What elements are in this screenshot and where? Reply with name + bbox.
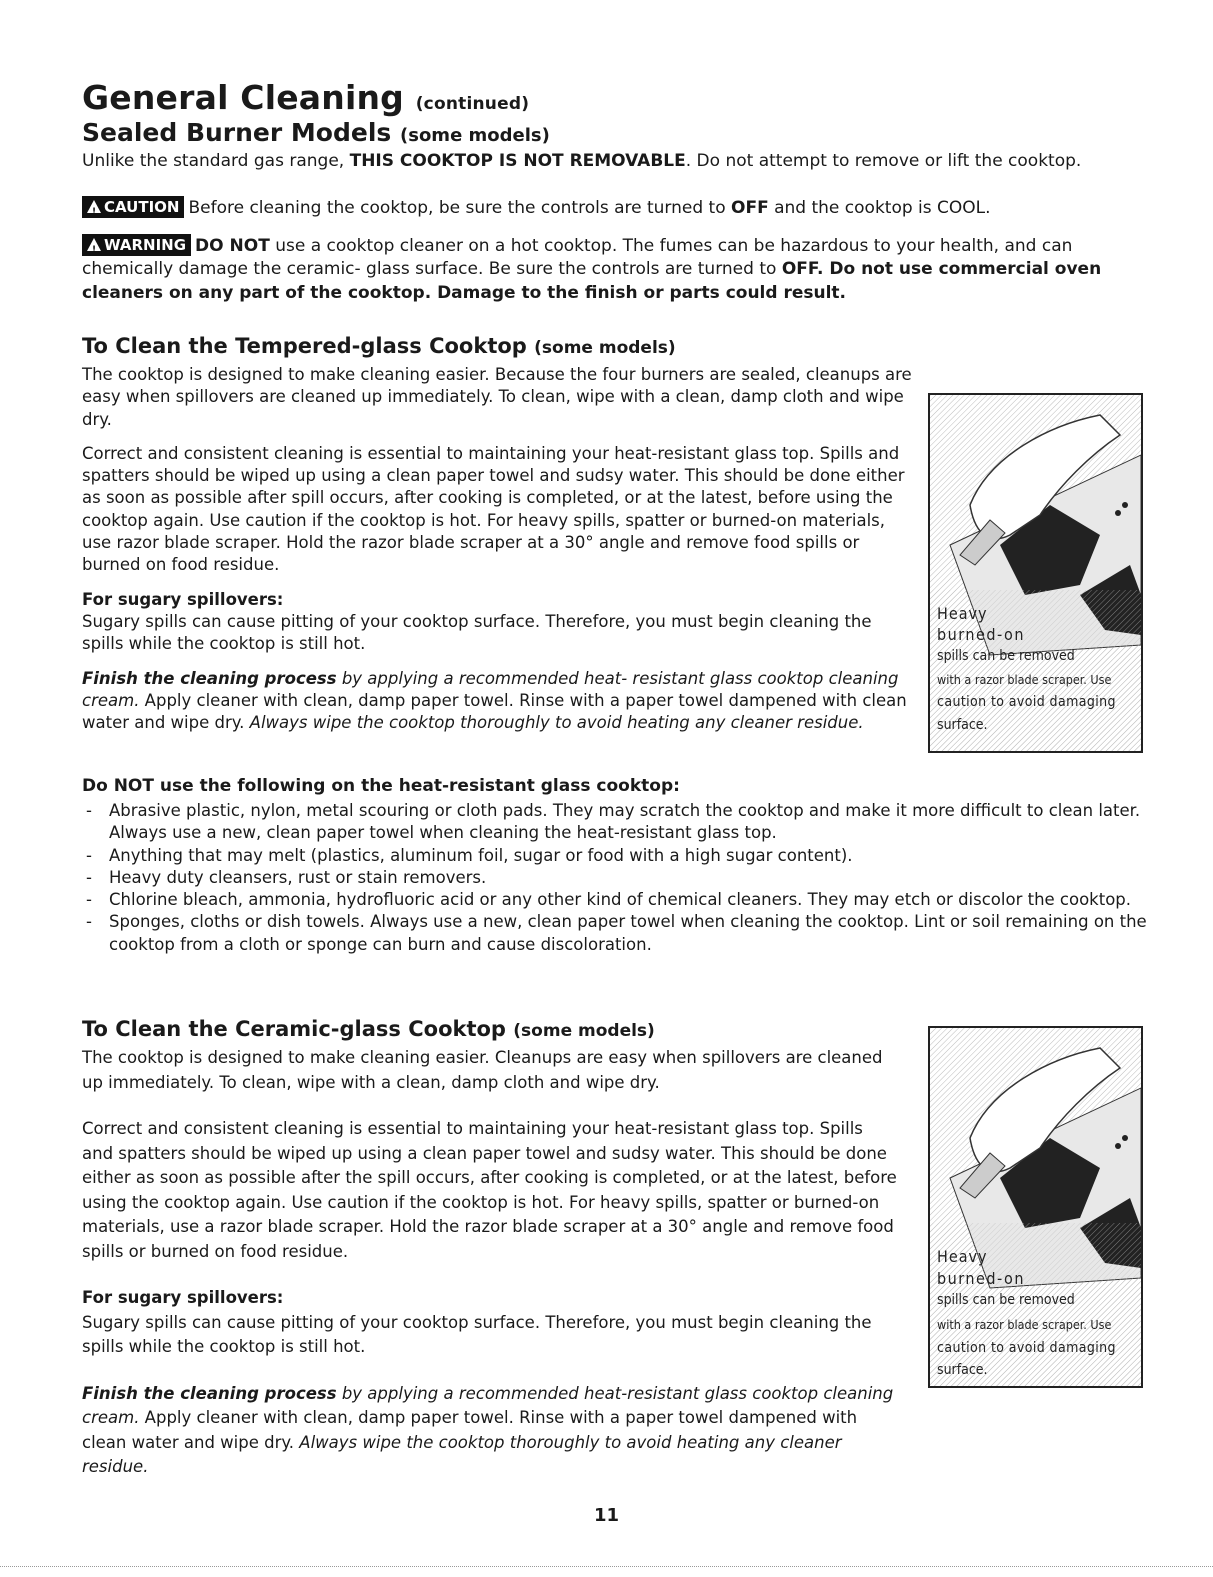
list-item [82,800,1152,845]
donot-heading: Do NOT use the following on the heat-resistant glass cooktop: [82,776,680,796]
warning-bold-2: OFF. [781,259,824,279]
tempered-finish-paragraph [82,668,912,735]
figure-caption-line: Heavy [937,604,988,623]
list-item-text: Anything that may melt (plastics, aluminum foil, sugar or food with a high sugar content). [109,845,853,865]
figure-caption-line: spills can be removed [937,1292,1075,1308]
bullet-dash: - [86,912,92,932]
finish-italic-2: Always wipe the cooktop thoroughly to avoid heating any cleaner residue. [82,1432,842,1476]
tempered-body [82,364,912,734]
bullet-dash: - [86,801,92,820]
alert-triangle-icon [87,200,101,213]
intro-bold: THIS COOKTOP IS NOT REMOVABLE [349,151,686,171]
ceramic-note: (some models) [513,1021,655,1041]
bullet-dash: - [86,890,92,910]
scraper-figure [928,393,1143,753]
list-item [82,911,1152,956]
tempered-heading [82,334,676,358]
tempered-sugary-heading: For sugary spillovers: [82,589,284,609]
caution-notice [82,196,991,219]
alert-triangle-icon [87,238,101,251]
list-item-text: Heavy duty cleansers, rust or stain removers. [109,867,487,887]
caution-label: CAUTION [104,198,180,216]
intro-text: Unlike the standard gas range, [82,151,350,171]
caution-bold: OFF [731,198,769,218]
ceramic-finish-paragraph [82,1382,897,1480]
list-item-text: Sponges, cloths or dish towels. Always use a new, clean paper towel when cleaning the cooktop. Lint or soil remaining on the cooktop from a cloth or sponge can burn and cause discoloration. [109,912,1147,954]
warning-bold: DO NOT [195,236,270,256]
page-title-text: General Cleaning [82,78,404,117]
ceramic-title: To Clean the Ceramic-glass Cooktop [82,1017,506,1041]
finish-bold: Finish the cleaning process [82,668,337,688]
intro-text-end: . Do not attempt to remove or lift the cooktop. [685,151,1082,171]
scraper-figure-2 [928,1026,1143,1388]
figure-caption-line: burned-on [937,1269,1025,1288]
finish-text: Apply cleaner with clean, damp paper towel. Rinse with a paper towel dampened with clean water and wipe dry. [82,690,907,733]
warning-line-3: cleaners on any part of the cooktop. Damage to the finish or parts could result. [82,283,847,303]
figure-caption-line: with a razor blade scraper. Use [937,1317,1112,1332]
sealed-burner-title: Sealed Burner Models [82,118,392,147]
sealed-burner-note: (some models) [400,125,550,146]
warning-text-2: chemically damage the ceramic- glass surface. Be sure the controls are turned to [82,259,782,279]
list-item [82,845,1152,867]
sealed-intro [82,150,1081,172]
figure-caption-line: caution to avoid damaging [937,694,1116,710]
figure-caption-line: Heavy [937,1247,988,1266]
finish-italic-2: Always wipe the cooktop thoroughly to avoid heating any cleaner residue. [249,713,864,733]
warning-bold-3: Do not use commercial oven [823,259,1102,279]
donot-list [82,800,1152,956]
figure-caption-line: with a razor blade scraper. Use [937,672,1112,687]
page-number: 11 [593,1505,620,1526]
figure-caption-line: surface. [937,717,988,733]
page-bottom-rule [0,1566,1213,1567]
list-item-text: Chlorine bleach, ammonia, hydrofluoric acid or any other kind of chemical cleaners. They may etch or discolor the cooktop. [109,890,1132,910]
figure-caption-line: spills can be removed [937,648,1075,664]
bullet-dash: - [86,845,92,865]
bullet-dash: - [86,867,92,887]
list-item [82,889,1152,911]
tempered-paragraph-2: Correct and consistent cleaning is essential to maintaining your heat-resistant glass top. Spills and spatters should be wiped up using a clean paper towel and sudsy water. This should be done either as soon as possible after spill occurs, after cooking is completed, or at the latest, before using the cooktop again. Use caution if the cooktop is hot. For heavy spills, spatter or burned-on materials, use razor blade scraper. Hold the razor blade scraper at a 30° angle and remove food spills or burned on food residue. [82,443,905,575]
ceramic-paragraph-1: The cooktop is designed to make cleaning easier. Cleanups are easy when spillovers are cleaned up immediately. To clean, wipe with a clean, damp cloth and wipe dry. [82,1048,883,1092]
warning-notice [82,234,1072,257]
ceramic-body [82,1046,897,1480]
page-title-note: (continued) [415,94,530,114]
figure-caption-line: caution to avoid damaging [937,1340,1116,1356]
tempered-sugary-text: Sugary spills can cause pitting of your cooktop surface. Therefore, you must begin cleaning the spills while the cooktop is still hot. [82,611,872,654]
ceramic-sugary-heading: For sugary spillovers: [82,1288,284,1307]
ceramic-sugary-text: Sugary spills can cause pitting of your cooktop surface. Therefore, you must begin cleaning the spills while the cooktop is still hot. [82,1312,872,1356]
caution-text: Before cleaning the cooktop, be sure the controls are turned to [188,198,732,218]
warning-line-2 [82,258,1101,280]
list-item-text: Abrasive plastic, nylon, metal scouring or cloth pads. They may scratch the cooktop and make it more difficult to clean later. Always use a new, clean paper towel when cleaning the heat-resistant glass top. [109,801,1141,843]
caution-badge [82,196,184,218]
warning-text: use a cooktop cleaner on a hot cooktop. The fumes can be hazardous to your health, and can [269,236,1073,256]
ceramic-paragraph-2: Correct and consistent cleaning is essential to maintaining your heat-resistant glass top. Spills and spatters should be wiped up using a clean paper towel and sudsy water. This should be done either as soon as possible after the spill occurs, after cooking is completed, or at the latest, before using the cooktop again. Use caution if the cooktop is hot. For heavy spills, spatter or burned-on materials, use a razor blade scraper. Hold the razor blade scraper at a 30° angle and remove food spills or burned on food residue. [82,1119,897,1261]
list-item [82,867,1152,889]
finish-italic: by applying a recommended heat- resistant glass cooktop cleaning cream. [82,668,899,710]
warning-badge [82,234,191,256]
finish-bold: Finish the cleaning process [82,1383,337,1403]
figure-caption-line: surface. [937,1362,988,1378]
ceramic-heading [82,1017,655,1041]
page-title [82,78,529,117]
tempered-note: (some models) [534,338,676,358]
finish-italic: by applying a recommended heat-resistant glass cooktop cleaning cream. [82,1383,894,1427]
tempered-title: To Clean the Tempered-glass Cooktop [82,334,527,358]
sealed-burner-heading [82,118,550,147]
caution-text-end: and the cooktop is COOL. [768,198,991,218]
tempered-paragraph-1: The cooktop is designed to make cleaning easier. Because the four burners are sealed, cleanups are easy when spillovers are cleaned up immediately. To clean, wipe with a clean, damp cloth and wipe dry. [82,365,912,429]
figure-caption-line: burned-on [937,625,1025,644]
finish-text: Apply cleaner with clean, damp paper towel. Rinse with a paper towel dampened with clean water and wipe dry. [82,1408,858,1452]
warning-label: WARNING [104,236,187,254]
